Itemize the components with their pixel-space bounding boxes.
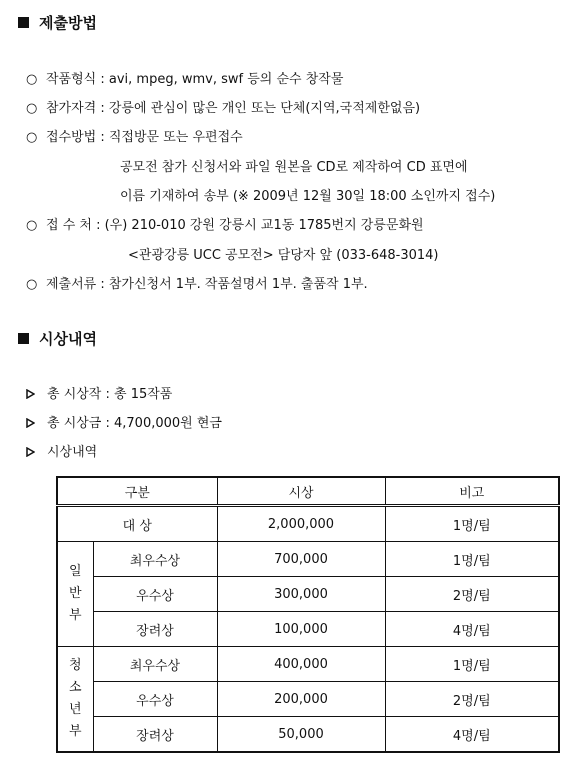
section-title-submission	[18, 12, 97, 33]
list-item-continuation: 이름 기재하여 송부 (※ 2009년 12월 30일 18:00 소인까지 접수)	[120, 189, 496, 204]
list-item-text: 작품형식 : avi, mpeg, wmv, swf 등의 순수 창작물	[46, 72, 344, 87]
square-bullet-icon	[18, 333, 29, 344]
table-row	[57, 717, 559, 753]
list-item	[26, 383, 172, 402]
table-row	[57, 506, 559, 542]
circle-bullet-icon: ○	[26, 101, 38, 116]
list-item-text: 시상내역	[47, 445, 98, 460]
table-row	[57, 612, 559, 647]
cell-label: 우수상	[93, 577, 217, 612]
list-item-text: 총 시상작 : 총 15작품	[47, 387, 173, 402]
list-item-text: 참가자격 : 강릉에 관심이 많은 개인 또는 단체(지역,국적제한없음)	[46, 101, 421, 116]
square-bullet-icon	[18, 17, 29, 28]
circle-bullet-icon: ○	[26, 218, 38, 233]
list-item	[26, 441, 97, 460]
cell-label: 우수상	[93, 682, 217, 717]
list-item	[26, 126, 243, 145]
circle-bullet-icon: ○	[26, 72, 38, 87]
cell-label: 대 상	[57, 506, 217, 542]
group-label-general: 일 반 부	[57, 542, 93, 647]
triangle-bullet-icon	[26, 418, 35, 428]
cell-amount: 200,000	[217, 682, 385, 717]
table-row	[57, 542, 559, 577]
triangle-bullet-icon	[26, 447, 35, 457]
section-title-text: 제출방법	[39, 14, 97, 32]
list-item	[26, 412, 222, 431]
cell-amount: 2,000,000	[217, 506, 385, 542]
table-row	[57, 647, 559, 682]
header-category: 구분	[57, 477, 217, 506]
header-prize: 시상	[217, 477, 385, 506]
list-item	[26, 214, 424, 233]
cell-note: 1명/팀	[385, 647, 559, 682]
awards-table	[56, 476, 560, 753]
list-item	[26, 273, 368, 292]
triangle-bullet-icon	[26, 389, 35, 399]
group-label-youth: 청 소 년 부	[57, 647, 93, 753]
cell-note: 4명/팀	[385, 717, 559, 753]
list-item-text: 접수방법 : 직접방문 또는 우편접수	[46, 130, 243, 145]
circle-bullet-icon: ○	[26, 130, 38, 145]
cell-note: 4명/팀	[385, 612, 559, 647]
cell-label: 최우수상	[93, 542, 217, 577]
cell-amount: 300,000	[217, 577, 385, 612]
section-title-text: 시상내역	[39, 330, 97, 348]
cell-amount: 700,000	[217, 542, 385, 577]
list-item	[26, 68, 343, 87]
list-item-continuation: 공모전 참가 신청서와 파일 원본을 CD로 제작하여 CD 표면에	[120, 160, 468, 175]
header-note: 비고	[385, 477, 559, 506]
cell-note: 1명/팀	[385, 506, 559, 542]
cell-note: 1명/팀	[385, 542, 559, 577]
cell-amount: 50,000	[217, 717, 385, 753]
cell-label: 최우수상	[93, 647, 217, 682]
list-item-continuation: <관광강릉 UCC 공모전> 담당자 앞 (033-648-3014)	[128, 248, 439, 263]
cell-amount: 400,000	[217, 647, 385, 682]
cell-amount: 100,000	[217, 612, 385, 647]
cell-label: 장려상	[93, 717, 217, 753]
cell-note: 2명/팀	[385, 577, 559, 612]
section-title-awards	[18, 328, 97, 349]
table-header-row	[57, 477, 559, 506]
list-item	[26, 97, 420, 116]
list-item-text: 접 수 처 : (우) 210-010 강원 강릉시 교1동 1785번지 강릉문화원	[46, 218, 424, 233]
list-item-text: 제출서류 : 참가신청서 1부. 작품설명서 1부. 출품작 1부.	[46, 277, 368, 292]
list-item-text: 총 시상금 : 4,700,000원 현금	[47, 416, 222, 431]
cell-label: 장려상	[93, 612, 217, 647]
cell-note: 2명/팀	[385, 682, 559, 717]
table-row	[57, 577, 559, 612]
table-row	[57, 682, 559, 717]
circle-bullet-icon: ○	[26, 277, 38, 292]
